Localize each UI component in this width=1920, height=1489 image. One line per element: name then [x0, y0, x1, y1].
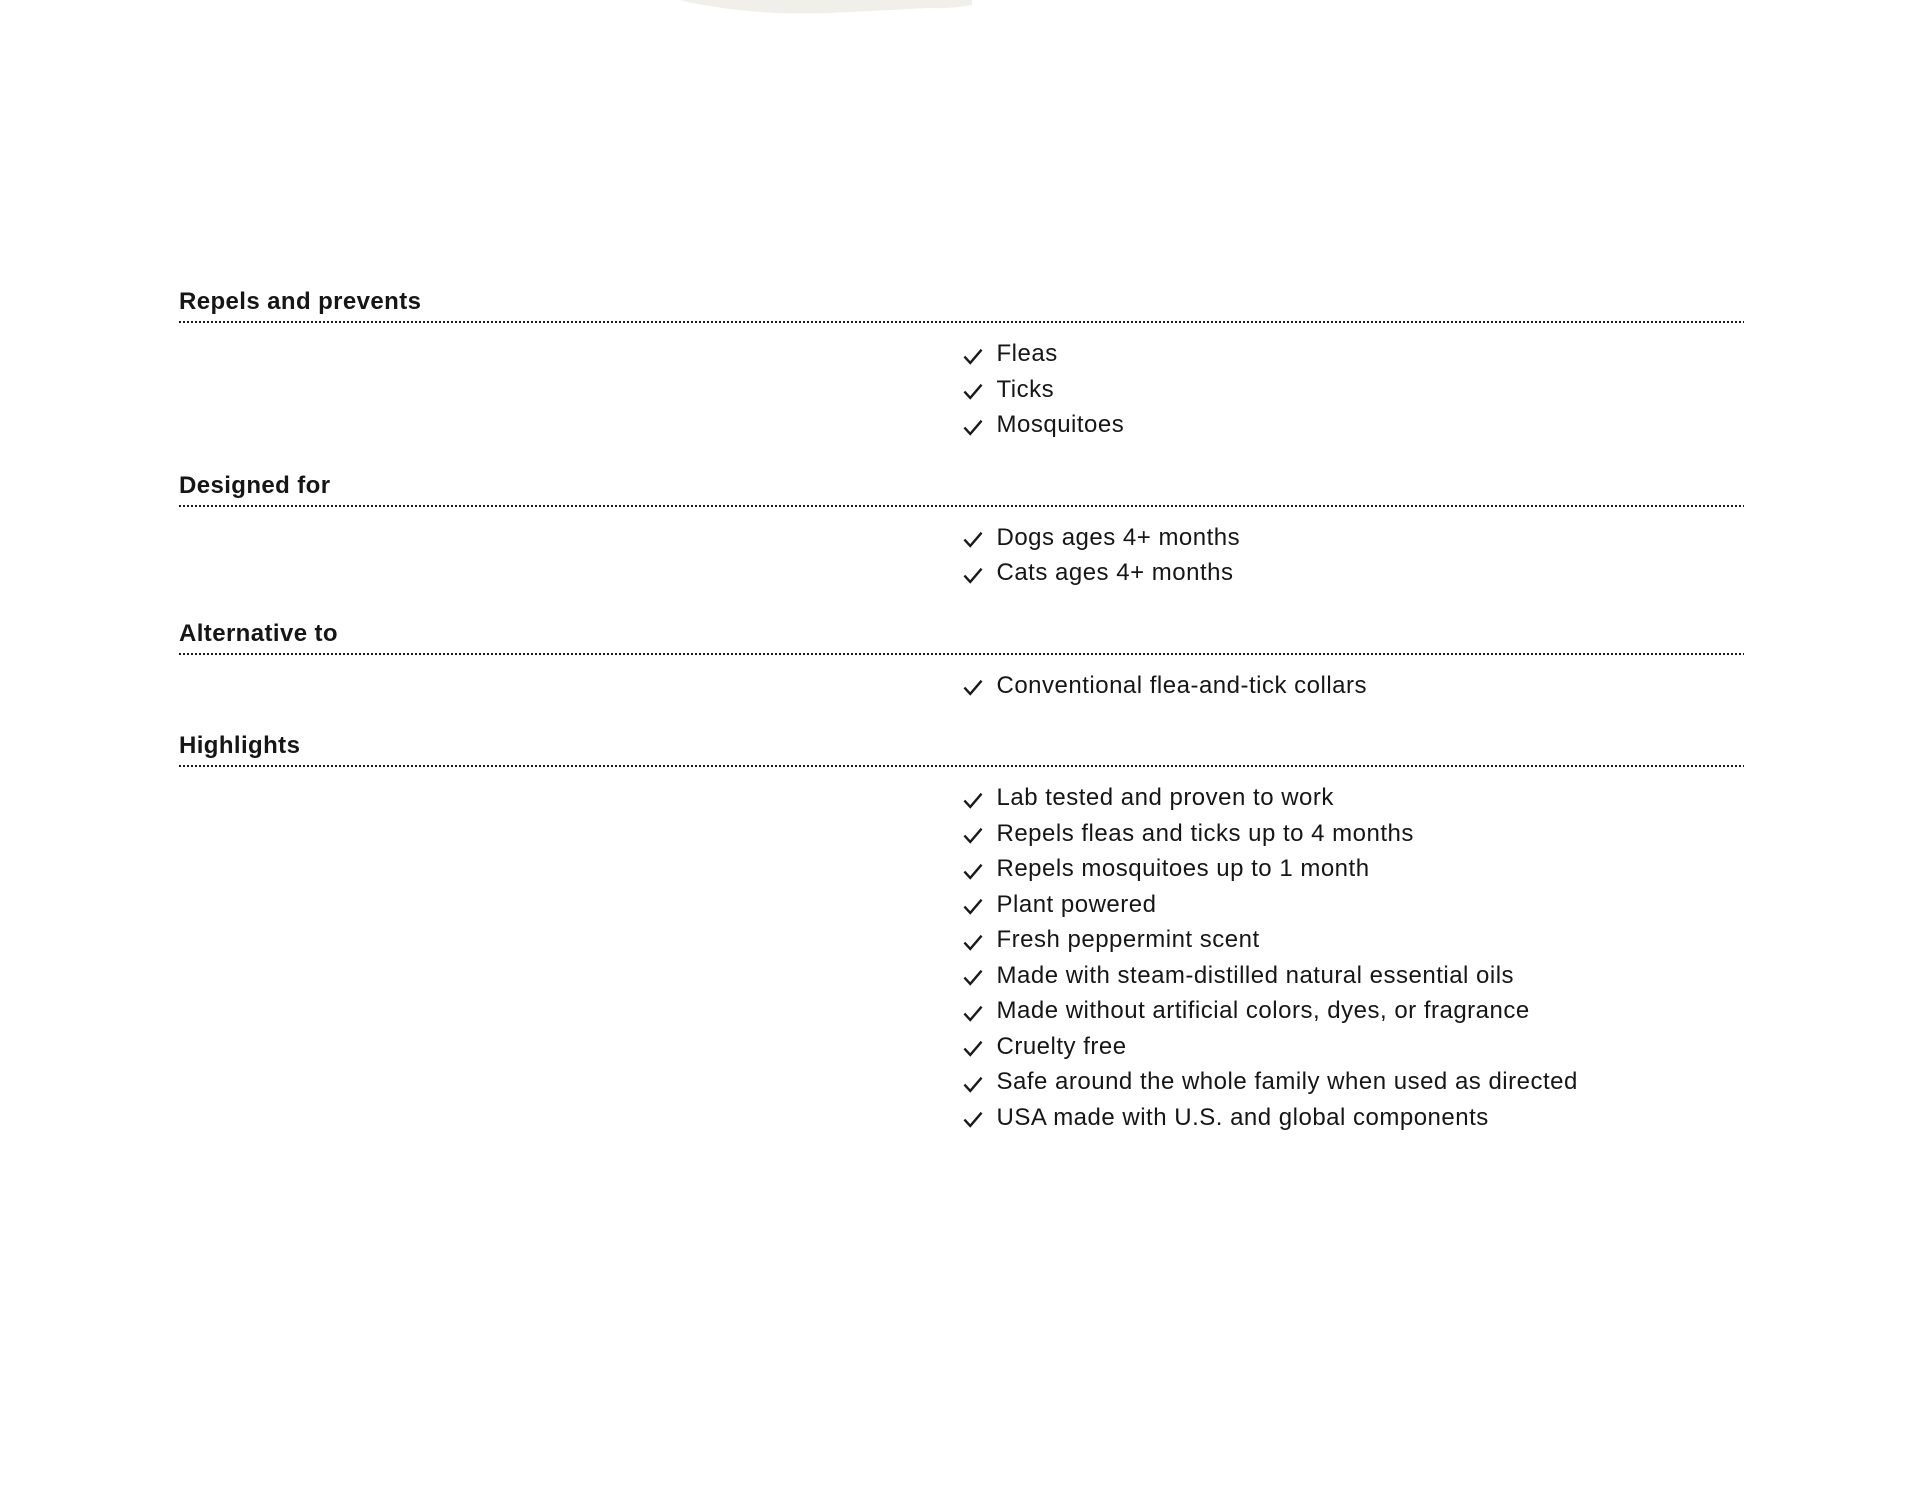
check-icon — [962, 893, 984, 915]
spec-value-text: Cruelty free — [996, 1032, 1127, 1060]
spec-value-text: Conventional flea-and-tick collars — [996, 671, 1368, 699]
spec-value-item — [962, 1064, 1745, 1100]
spec-section-label: Highlights — [179, 732, 301, 759]
spec-value-text: Ticks — [996, 375, 1055, 403]
spec-value-item — [962, 555, 1745, 591]
spec-value-item — [962, 780, 1745, 816]
spec-section — [179, 730, 1744, 1135]
check-icon — [962, 1071, 984, 1093]
spec-value-item — [962, 993, 1745, 1029]
spec-section-label: Alternative to — [179, 619, 338, 647]
check-icon — [962, 562, 984, 584]
spec-section-label: Repels and prevents — [179, 288, 422, 315]
spec-value-text: Fresh peppermint scent — [996, 926, 1260, 953]
spec-section — [179, 286, 1744, 443]
check-icon — [962, 674, 984, 696]
spec-value-text: Made without artificial colors, dyes, or fragrance — [996, 997, 1530, 1024]
spec-value-text: Dogs ages 4+ months — [996, 523, 1241, 551]
check-icon — [962, 929, 984, 951]
check-icon — [962, 787, 984, 809]
check-icon — [962, 822, 984, 844]
check-icon — [962, 1000, 984, 1022]
product-specifications — [179, 0, 1744, 1135]
spec-value-text: Safe around the whole family when used as directed — [996, 1068, 1578, 1095]
spec-value-text: Repels mosquitoes up to 1 month — [996, 855, 1370, 882]
spec-value-item — [962, 407, 1745, 443]
spec-value-text: Mosquitoes — [996, 411, 1125, 438]
spec-value-text: Cats ages 4+ months — [996, 559, 1234, 586]
check-icon — [962, 964, 984, 986]
spec-value-item — [962, 668, 1745, 704]
check-icon — [962, 526, 984, 548]
spec-section — [179, 470, 1744, 591]
check-icon — [962, 378, 984, 400]
check-icon — [962, 858, 984, 880]
spec-value-text: USA made with U.S. and global components — [996, 1103, 1489, 1131]
spec-value-item — [962, 372, 1745, 408]
spec-value-text: Plant powered — [996, 890, 1157, 918]
check-icon — [962, 414, 984, 436]
spec-section — [179, 618, 1744, 704]
check-icon — [962, 343, 984, 365]
spec-value-item — [962, 958, 1745, 994]
spec-values-list — [962, 767, 1745, 1135]
check-icon — [962, 1035, 984, 1057]
spec-value-text: Made with steam-distilled natural essential oils — [996, 961, 1515, 989]
spec-value-text: Lab tested and proven to work — [996, 784, 1334, 811]
spec-value-item — [962, 816, 1745, 852]
spec-value-text: Repels fleas and ticks up to 4 months — [996, 819, 1414, 847]
spec-value-item — [962, 887, 1745, 923]
spec-values-list — [962, 323, 1745, 443]
spec-value-item — [962, 520, 1745, 556]
spec-values-list — [962, 655, 1745, 704]
spec-value-item — [962, 1029, 1745, 1065]
spec-values-list — [962, 507, 1745, 591]
spec-value-item — [962, 336, 1745, 372]
spec-value-item — [962, 1100, 1745, 1136]
check-icon — [962, 1106, 984, 1128]
spec-value-item — [962, 851, 1745, 887]
spec-value-text: Fleas — [996, 340, 1058, 367]
spec-section-label: Designed for — [179, 471, 331, 499]
spec-value-item — [962, 922, 1745, 958]
